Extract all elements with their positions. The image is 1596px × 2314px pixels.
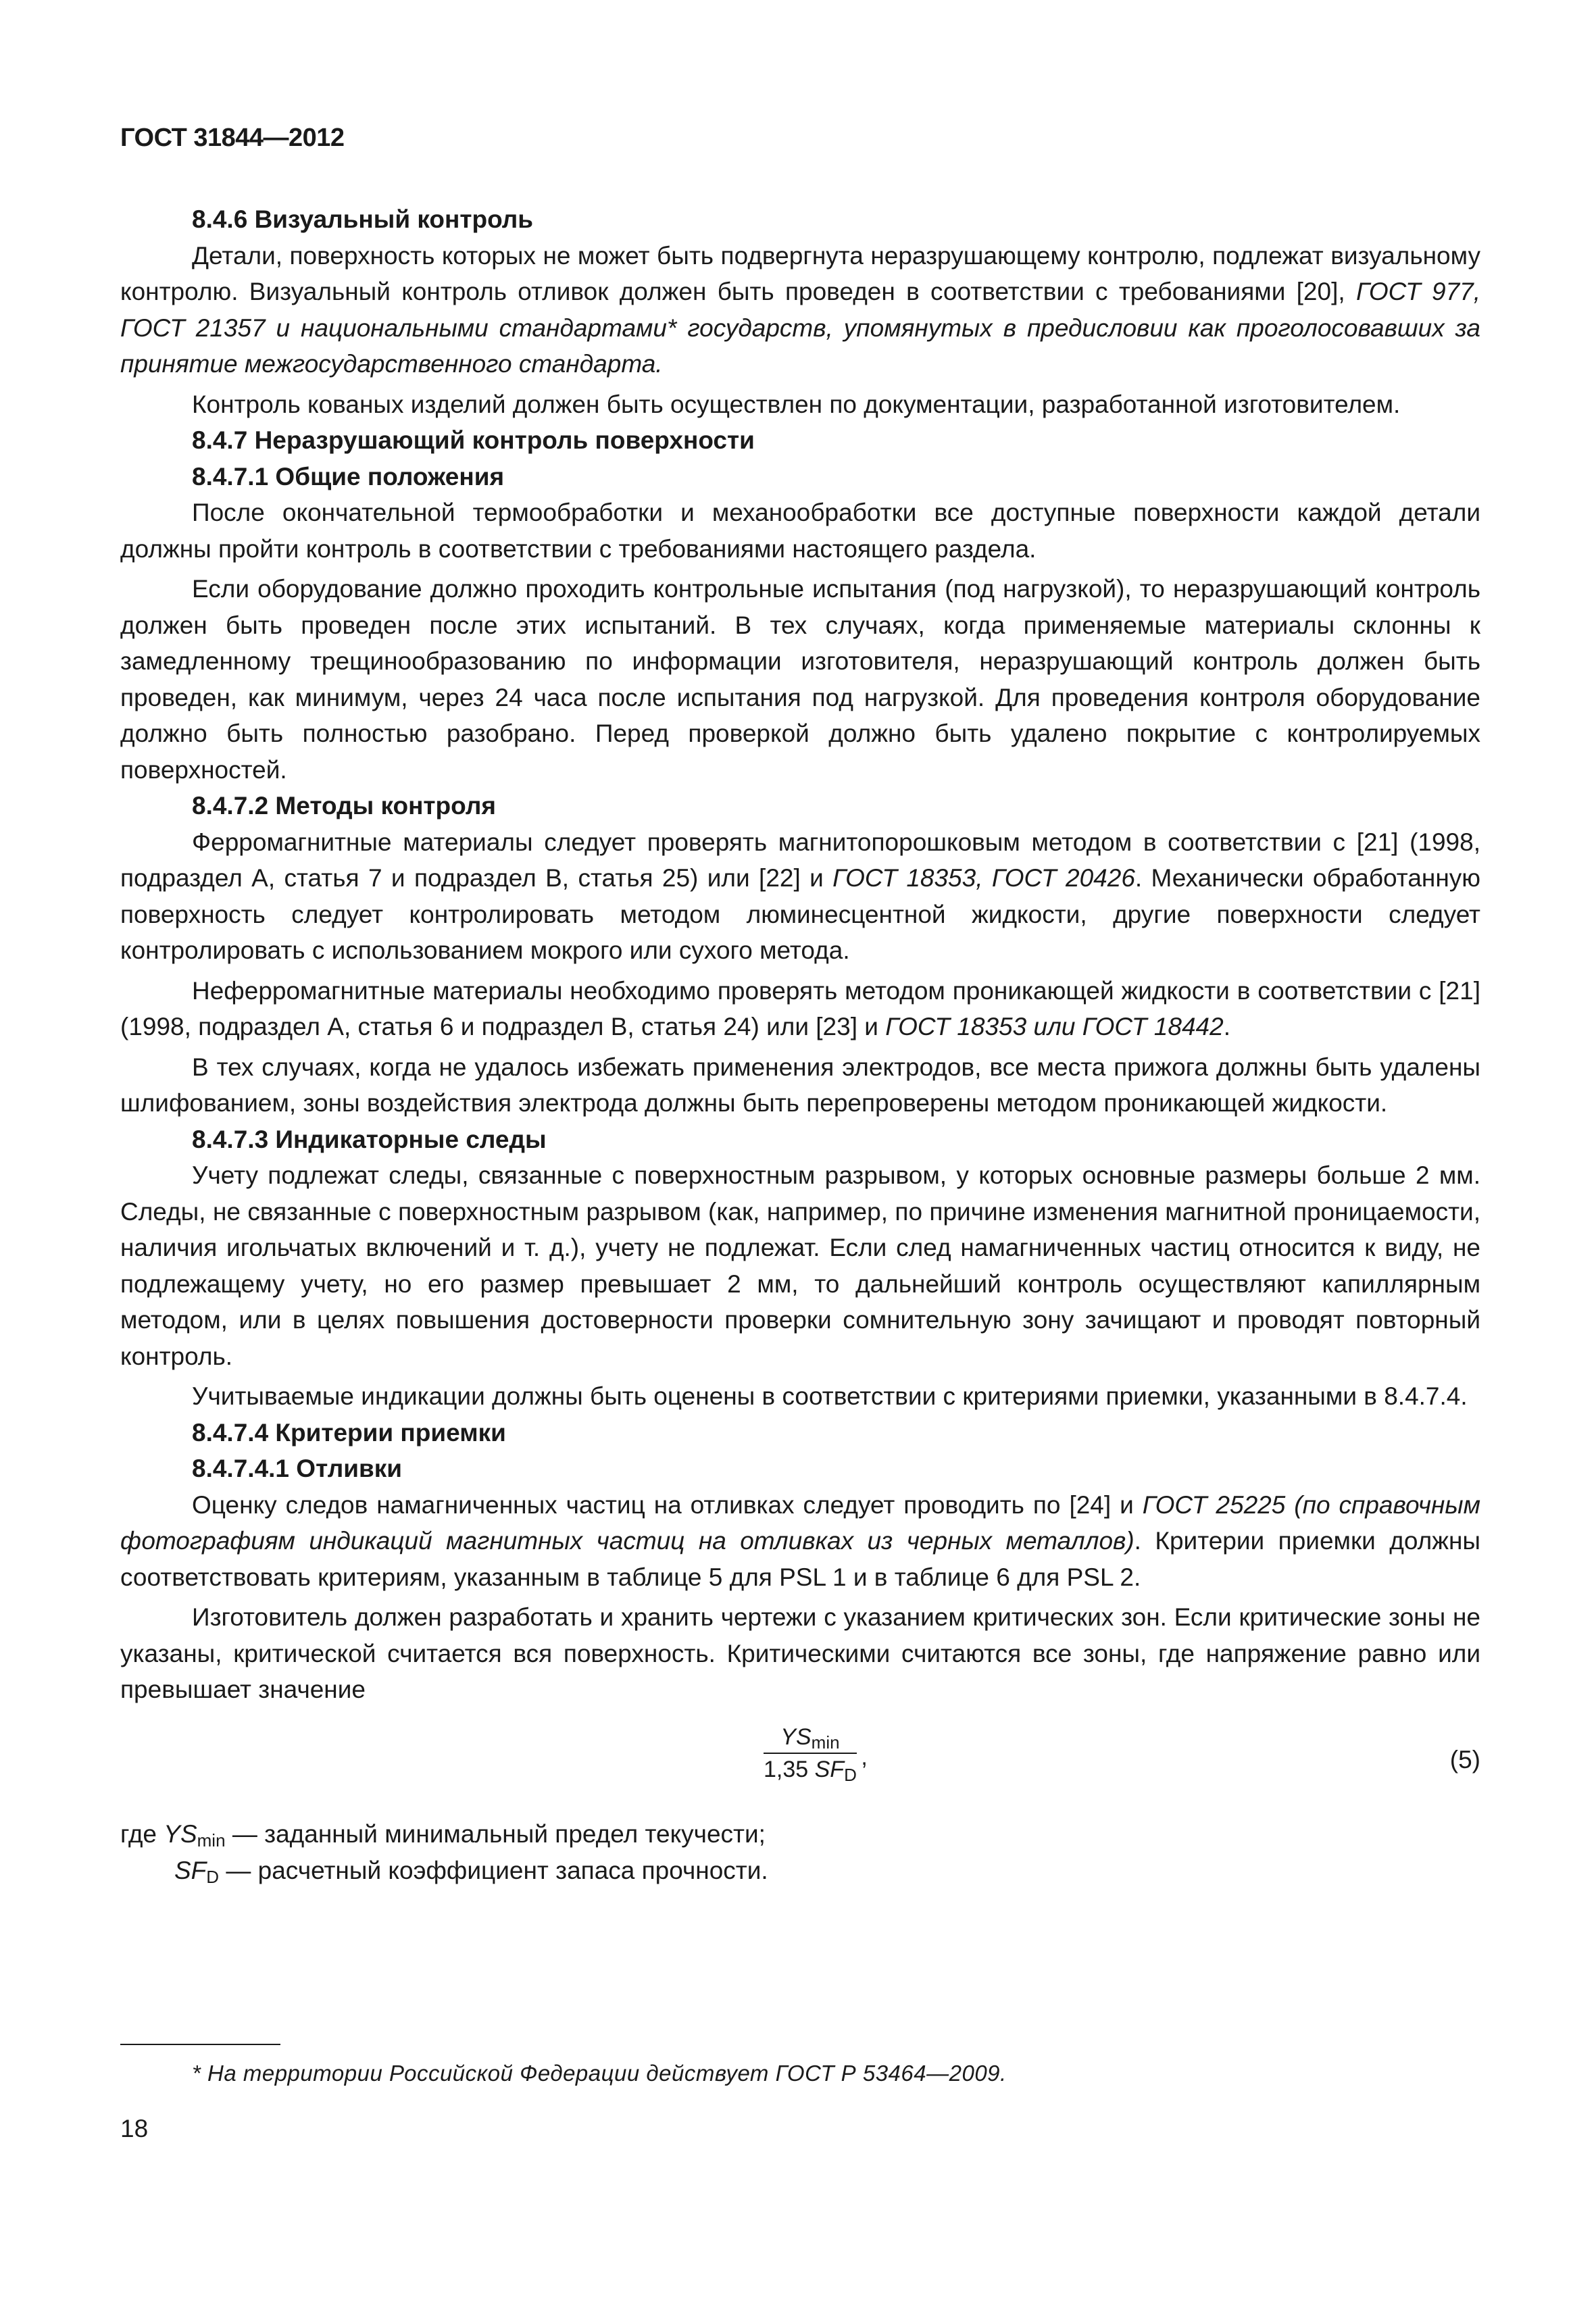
legend-row-sf bbox=[174, 1853, 768, 1889]
paragraph: Контроль кованых изделий должен быть осуществлен по документации, разработанной изготовителем. bbox=[192, 390, 1401, 418]
italic-run: ГОСТ 18353, ГОСТ 20426 bbox=[832, 864, 1135, 892]
text-run: . Механически обработанную поверхность следует контролировать методом люминесцентной жидкости, другие поверхности следует контролировать с использованием мокрого или сухого метода. bbox=[120, 864, 1481, 964]
legend-row-ys bbox=[120, 1816, 766, 1853]
footnote-divider bbox=[120, 2044, 280, 2045]
section-heading-8-4-7: 8.4.7 Неразрушающий контроль поверхности bbox=[192, 426, 755, 454]
section-heading-8-4-7-4-1: 8.4.7.4.1 Отливки bbox=[192, 1455, 402, 1482]
formula-numerator bbox=[764, 1723, 857, 1754]
formula-sf-sub: D bbox=[844, 1764, 857, 1785]
text-run: Ферромагнитные материалы следует проверять магнитопорошковым методом в соответствии с [21] (1998, подраздел А, статья 7 и подраздел В, статья 25) или [22] и bbox=[120, 828, 1480, 892]
page-number: 18 bbox=[120, 2115, 149, 2142]
legend-sf-sub: D bbox=[206, 1866, 220, 1887]
section-heading-8-4-6: 8.4.6 Визуальный контроль bbox=[192, 205, 534, 233]
formula-sf: SF bbox=[814, 1756, 845, 1782]
formula-comma: , bbox=[861, 1744, 868, 1770]
section-heading-8-4-7-2: 8.4.7.2 Методы контроля bbox=[192, 792, 496, 820]
section-heading-8-4-7-1: 8.4.7.1 Общие положения bbox=[192, 462, 505, 491]
formula-ys: YS bbox=[780, 1724, 812, 1750]
paragraph: Если оборудование должно проходить контрольные испытания (под нагрузкой), то неразрушающий контроль должен быть проведен после этих испытаний. В тех случаях, когда применяемые материалы склонны к замедленному трещинообразованию по информации изготовителя, неразрушающий контроль должен быть проведен, как минимум, через 24 часа после испытания под нагрузкой. Для проведения контроля оборудование должно быть полностью разобрано. Перед проверкой должно быть удалено покрытие с контролируемых поверхностей. bbox=[120, 575, 1480, 784]
paragraph bbox=[120, 824, 1480, 969]
legend-sf-text: — расчетный коэффициент запаса прочности. bbox=[219, 1856, 768, 1884]
paragraph: Учету подлежат следы, связанные с поверхностным разрывом, у которых основные размеры больше 2 мм. Следы, не связанные с поверхностным разрывом (как, например, по причине изменения магнитной проницаемости, наличия игольчатых включений и т. д.), учету не подлежат. Если след намагниченных частиц относится к виду, не подлежащему учету, но его размер превышает 2 мм, то дальнейший контроль осуществляют капиллярным методом, или в целях повышения достоверности проверки сомнительную зону зачищают и проводят повторный контроль. bbox=[120, 1161, 1480, 1370]
formula-number: (5) bbox=[1449, 1745, 1480, 1774]
paragraph bbox=[120, 1487, 1480, 1596]
legend-ys-text: — заданный минимальный предел текучести; bbox=[225, 1819, 766, 1848]
paragraph: Учитываемые индикации должны быть оценены в соответствии с критериями приемки, указанными в 8.4.7.4. bbox=[192, 1382, 1468, 1410]
paragraph bbox=[120, 973, 1480, 1045]
formula-ys-sub: min bbox=[811, 1732, 840, 1753]
text-run: . Критерии приемки должны соответствовать критериям, указанным в таблице 5 для PSL 1 и в таблице 6 для PSL 2. bbox=[120, 1527, 1480, 1591]
section-heading-8-4-7-3: 8.4.7.3 Индикаторные следы bbox=[192, 1125, 547, 1153]
document-body bbox=[120, 201, 1480, 1890]
italic-run: ГОСТ 977, ГОСТ 21357 и национальными стандартами* государств, упомянутых в предисловии как проголосовавших за принятие межгосударственного стандарта. bbox=[120, 278, 1481, 378]
formula-coefficient: 1,35 bbox=[764, 1756, 815, 1782]
italic-run: ГОСТ 18353 или ГОСТ 18442 bbox=[885, 1013, 1224, 1040]
italic-run: ГОСТ 25225 (по справочным фотографиям индикаций магнитных частиц на отливках из черных металлов) bbox=[120, 1490, 1480, 1555]
paragraph: Изготовитель должен разработать и хранить чертежи с указанием критических зон. Если критические зоны не указаны, критической считается вся поверхность. Критическими считаются все зоны, где напряжение равно или превышает значение bbox=[120, 1603, 1480, 1703]
paragraph bbox=[120, 238, 1480, 382]
legend-sf: SF bbox=[174, 1856, 207, 1884]
formula-denominator bbox=[764, 1754, 857, 1784]
formula-legend bbox=[120, 1816, 1480, 1890]
section-heading-8-4-7-4: 8.4.7.4 Критерии приемки bbox=[192, 1418, 506, 1447]
legend-ys: YS bbox=[164, 1819, 197, 1848]
text-run: Оценку следов намагниченных частиц на отливках следует проводить по [24] и bbox=[192, 1490, 1143, 1519]
text-run: Неферромагнитные материалы необходимо проверять методом проникающей жидкости в соответствии с [21] (1998, подраздел А, статья 6 и подраздел В, статья 24) или [23] и bbox=[120, 976, 1480, 1040]
text-run: Детали, поверхность которых не может быть подвергнута неразрушающему контролю, подлежат визуальному контролю. Визуальный контроль отливок должен быть проведен в соответствии с требованиями [20], bbox=[120, 241, 1480, 305]
footnote: * На территории Российской Федерации действует ГОСТ Р 53464—2009. bbox=[192, 2061, 1007, 2086]
legend-ys-sub: min bbox=[197, 1830, 226, 1851]
formula-5 bbox=[120, 1723, 1480, 1811]
text-run: . bbox=[1223, 1013, 1230, 1040]
paragraph: После окончательной термообработки и механообработки все доступные поверхности каждой детали должны пройти контроль в соответствии с требованиями настоящего раздела. bbox=[120, 499, 1480, 563]
document-header: ГОСТ 31844—2012 bbox=[120, 124, 345, 152]
formula-fraction bbox=[764, 1723, 868, 1785]
paragraph: В тех случаях, когда не удалось избежать применения электродов, все места прижога должны быть удалены шлифованием, зоны воздействия электрода должны быть перепроверены методом проникающей жидкости. bbox=[120, 1053, 1480, 1117]
legend-where: где bbox=[120, 1819, 164, 1848]
